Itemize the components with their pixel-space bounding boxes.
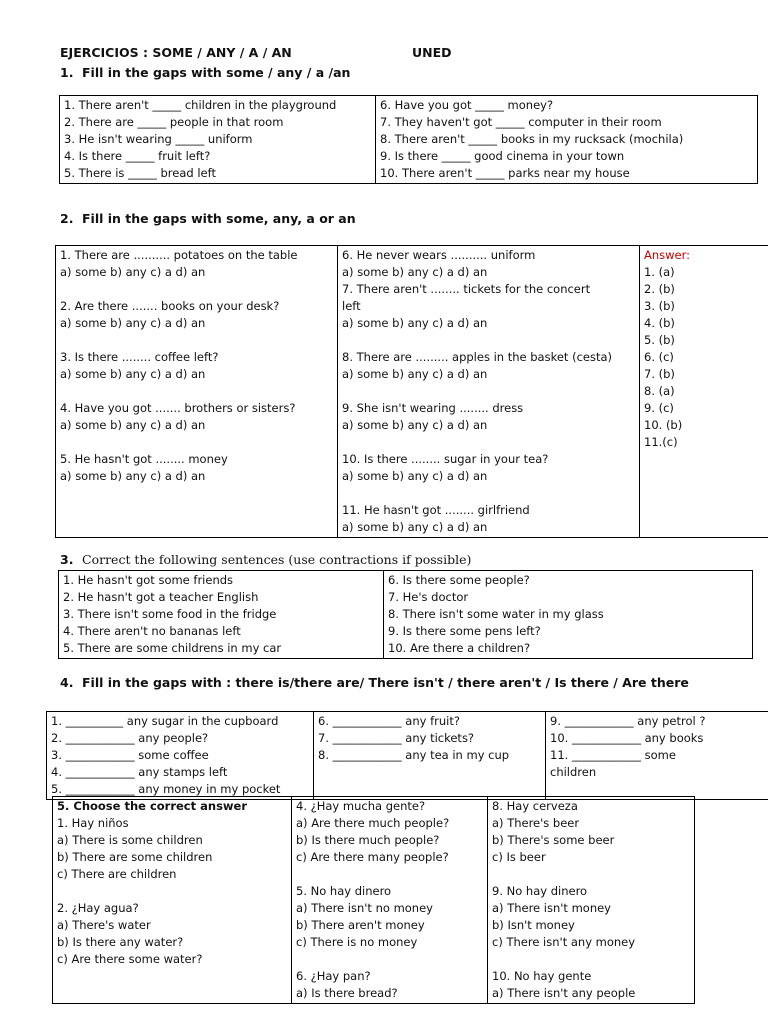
list-item: a) Is there bread? [296, 986, 398, 1000]
list-item: a) There is some children [57, 833, 203, 847]
list-item: 11. ____________ some [550, 748, 676, 762]
list-item: c) Are there many people? [296, 850, 449, 864]
list-item: 5. There are some childrens in my car [63, 641, 282, 655]
list-item [60, 281, 333, 298]
list-item: 9. No hay dinero [492, 884, 588, 898]
list-item [492, 866, 690, 883]
list-item [296, 951, 483, 968]
list-item: 2. Are there ....... books on your desk? [60, 299, 280, 313]
list-item: a) some b) any c) a d) an [60, 469, 206, 483]
section-1-table [59, 95, 758, 184]
list-item: 8. There are ......... apples in the basket (cesta) [342, 350, 613, 364]
list-item: a) some b) any c) a d) an [60, 418, 206, 432]
answer-item: 5. (b) [644, 333, 675, 347]
school-name: UNED [412, 45, 452, 60]
list-item: 8. There isn't some water in my glass [388, 607, 604, 621]
list-item: 7. He's doctor [388, 590, 469, 604]
list-item: 2. There are _____ people in that room [64, 115, 284, 129]
list-item: b) There aren't money [296, 918, 425, 932]
section-4-heading: 4. Fill in the gaps with : there is/there are/ There isn't / there aren't / Is there / Are there [60, 675, 689, 690]
list-item: a) some b) any c) a d) an [342, 367, 488, 381]
list-item: a) Are there much people? [296, 816, 450, 830]
section-4-col-2 [314, 712, 546, 800]
list-item: 7. ____________ any tickets? [318, 731, 475, 745]
list-item: 1. Hay niños [57, 816, 129, 830]
list-item [342, 383, 635, 400]
list-item: 5. ____________ any money in my pocket [51, 782, 281, 796]
list-item: a) some b) any c) a d) an [342, 418, 488, 432]
list-item: 10. Are there a children? [388, 641, 531, 655]
list-item: 8. ____________ any tea in my cup [318, 748, 510, 762]
list-item: 5. There is _____ bread left [64, 166, 216, 180]
answer-item: 11.(c) [644, 435, 678, 449]
section-5-col-2 [292, 797, 488, 1004]
list-item: b) There are some children [57, 850, 213, 864]
list-item: 5. No hay dinero [296, 884, 392, 898]
section-4-table [46, 711, 768, 800]
list-item: a) some b) any c) a d) an [342, 520, 488, 534]
list-item: left [342, 299, 361, 313]
list-item: 2. He hasn't got a teacher English [63, 590, 259, 604]
list-item [60, 383, 333, 400]
list-item: 1. There aren't _____ children in the playground [64, 98, 337, 112]
answer-item: 9. (c) [644, 401, 674, 415]
list-item: 8. There aren't _____ books in my rucksack (mochila) [380, 132, 684, 146]
list-item: b) Is there any water? [57, 935, 184, 949]
answer-item: 7. (b) [644, 367, 675, 381]
list-item [57, 883, 287, 900]
list-item: 5. He hasn't got ........ money [60, 452, 228, 466]
answer-key [640, 246, 768, 538]
list-item: 2. ____________ any people? [51, 731, 209, 745]
list-item: 3. He isn't wearing _____ uniform [64, 132, 253, 146]
section-5-table [52, 796, 695, 1004]
list-item: 3. Is there ........ coffee left? [60, 350, 219, 364]
list-item: c) Are there some water? [57, 952, 203, 966]
list-item: a) There's water [57, 918, 151, 932]
list-item: a) some b) any c) a d) an [342, 265, 488, 279]
document-header [60, 45, 452, 60]
section-2-col-2 [338, 246, 640, 538]
list-item: 1. There are .......... potatoes on the table [60, 248, 298, 262]
answer-item: 10. (b) [644, 418, 683, 432]
list-item: 8. Hay cerveza [492, 799, 578, 813]
list-item: 6. ¿Hay pan? [296, 969, 371, 983]
list-item: a) There isn't money [492, 901, 611, 915]
section-5-col-1 [53, 797, 292, 1004]
list-item: 3. There isn't some food in the fridge [63, 607, 277, 621]
document-title: EJERCICIOS : SOME / ANY / A / AN [60, 45, 292, 60]
list-item: c) Is beer [492, 850, 546, 864]
list-item: a) some b) any c) a d) an [342, 469, 488, 483]
list-item [60, 434, 333, 451]
list-item: 10. Is there ........ sugar in your tea? [342, 452, 549, 466]
list-item: a) some b) any c) a d) an [342, 316, 488, 330]
list-item: c) There are children [57, 867, 177, 881]
list-item: 3. ____________ some coffee [51, 748, 209, 762]
list-item: a) some b) any c) a d) an [60, 265, 206, 279]
list-item: 6. ____________ any fruit? [318, 714, 460, 728]
list-item: 6. He never wears .......... uniform [342, 248, 536, 262]
section-2-heading: 2. Fill in the gaps with some, any, a or an [60, 211, 356, 226]
list-item: c) There is no money [296, 935, 418, 949]
list-item: 1. He hasn't got some friends [63, 573, 234, 587]
list-item: 4. There aren't no bananas left [63, 624, 241, 638]
answer-key-label: Answer: [644, 248, 691, 262]
list-item: b) There's some beer [492, 833, 615, 847]
list-item: a) There isn't no money [296, 901, 433, 915]
answer-item: 6. (c) [644, 350, 674, 364]
list-item: 4. ¿Hay mucha gente? [296, 799, 426, 813]
list-item: 7. They haven't got _____ computer in their room [380, 115, 662, 129]
list-item: 9. She isn't wearing ........ dress [342, 401, 524, 415]
list-item: 9. ____________ any petrol ? [550, 714, 706, 728]
section-4-col-3 [546, 712, 768, 800]
list-item: 6. Is there some people? [388, 573, 530, 587]
list-item: a) some b) any c) a d) an [60, 316, 206, 330]
list-item: 4. Have you got ....... brothers or sisters? [60, 401, 296, 415]
section-5-heading: 5. Choose the correct answer [57, 799, 248, 813]
section-1-right-col [376, 96, 758, 184]
list-item: 9. Is there some pens left? [388, 624, 541, 638]
list-item: 4. ____________ any stamps left [51, 765, 228, 779]
answer-item: 8. (a) [644, 384, 675, 398]
list-item: 6. Have you got _____ money? [380, 98, 554, 112]
answer-item: 3. (b) [644, 299, 675, 313]
list-item [342, 485, 635, 502]
list-item [492, 951, 690, 968]
list-item: 1. __________ any sugar in the cupboard [51, 714, 279, 728]
list-item: c) There isn't any money [492, 935, 636, 949]
list-item [60, 332, 333, 349]
list-item: 4. Is there _____ fruit left? [64, 149, 211, 163]
answer-item: 2. (b) [644, 282, 675, 296]
section-3-left-col [59, 571, 384, 659]
list-item: 2. ¿Hay agua? [57, 901, 139, 915]
list-item: 11. He hasn't got ........ girlfriend [342, 503, 530, 517]
answer-item: 1. (a) [644, 265, 675, 279]
list-item: a) some b) any c) a d) an [60, 367, 206, 381]
answer-item: 4. (b) [644, 316, 675, 330]
section-4-col-1 [47, 712, 314, 800]
section-1-heading: 1. Fill in the gaps with some / any / a /an [60, 65, 351, 80]
list-item: children [550, 765, 597, 779]
section-3-heading: 3. Correct the following sentences (use contractions if possible) [60, 552, 472, 567]
list-item: 10. No hay gente [492, 969, 592, 983]
section-2-col-1 [56, 246, 338, 538]
section-1-left-col [60, 96, 376, 184]
list-item [342, 434, 635, 451]
section-3-right-col [384, 571, 753, 659]
list-item [342, 332, 635, 349]
list-item: 7. There aren't ........ tickets for the concert [342, 282, 591, 296]
section-5-col-3 [488, 797, 695, 1004]
list-item: b) Is there much people? [296, 833, 440, 847]
list-item: 9. Is there _____ good cinema in your town [380, 149, 625, 163]
list-item: 10. ____________ any books [550, 731, 704, 745]
list-item: a) There isn't any people [492, 986, 636, 1000]
section-3-table [58, 570, 753, 659]
list-item [296, 866, 483, 883]
list-item: a) There's beer [492, 816, 580, 830]
list-item: b) Isn't money [492, 918, 575, 932]
section-2-table [55, 245, 768, 538]
list-item: 10. There aren't _____ parks near my house [380, 166, 630, 180]
